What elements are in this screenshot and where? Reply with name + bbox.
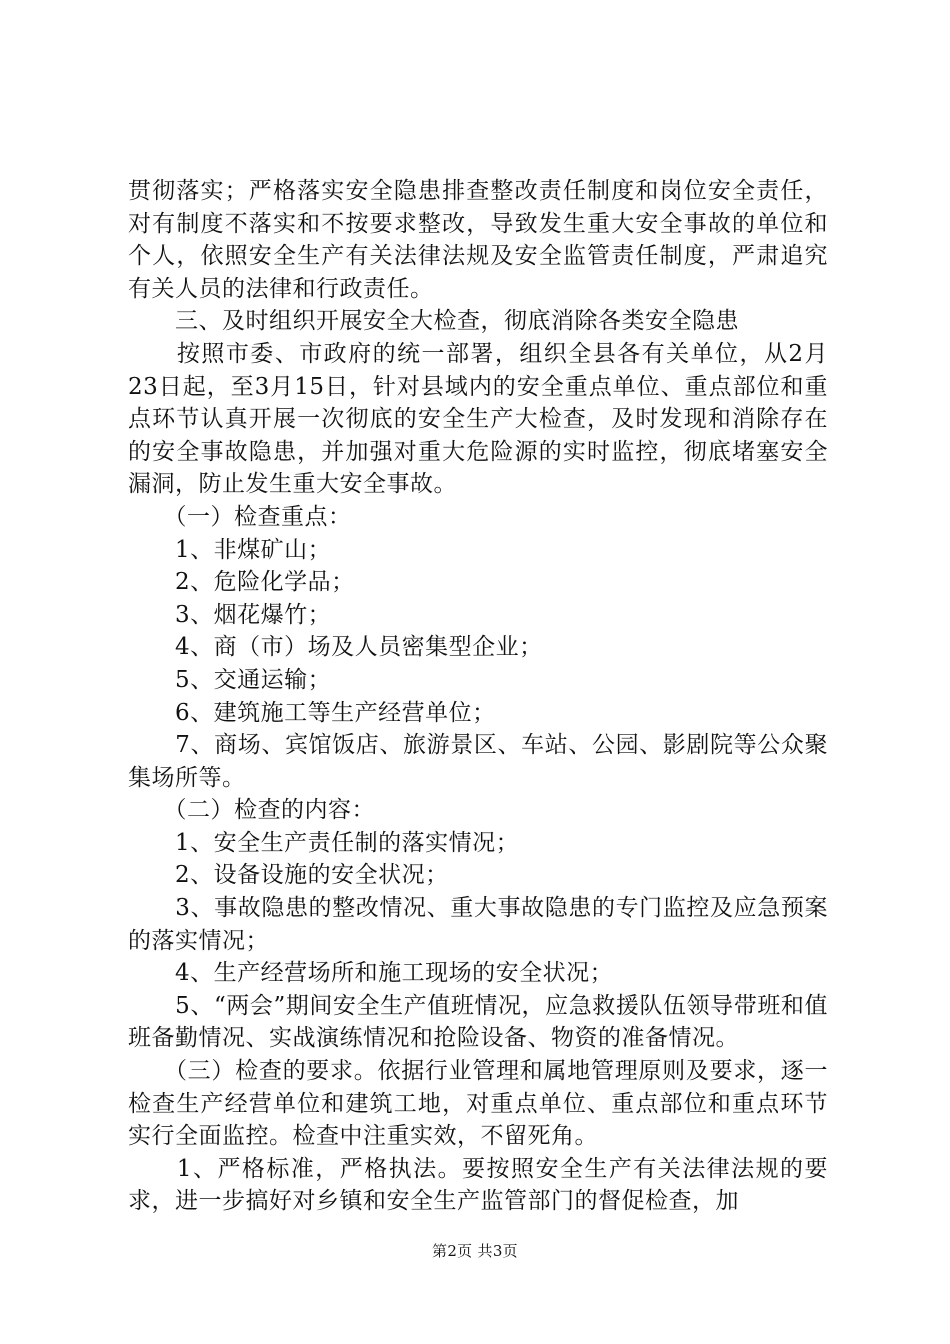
paragraph: （三）检查的要求。依据行业管理和属地管理原则及要求，逐一检查生产经营单位和建筑工地，对重点单位、重点部位和重点环节实行全面监控。检查中注重实效，不留死角。 — [128, 1058, 828, 1150]
subsection-heading: （二）检查的内容： — [128, 797, 375, 824]
subsection-heading: （一）检查重点： — [128, 503, 352, 530]
list-item: 2、设备设施的安全状况； — [128, 862, 449, 889]
list-item: 3、烟花爆竹； — [128, 601, 332, 628]
list-item: 4、商（市）场及人员密集型企业； — [128, 634, 543, 661]
list-item: 1、非煤矿山； — [128, 536, 332, 563]
list-item: 7、商场、宾馆饭店、旅游景区、车站、公园、影剧院等公众聚集场所等。 — [128, 732, 828, 791]
paragraph: 按照市委、市政府的统一部署，组织全县各有关单位，从2月23日起，至3月15日，针对县域内的安全重点单位、重点部位和重点环节认真开展一次彻底的安全生产大检查，及时发现和消除存在的安全事故隐患，并加强对重大危险源的实时监控，彻底堵塞安全漏洞，防止发生重大安全事故。 — [128, 340, 828, 498]
list-item: 5、交通运输； — [128, 666, 332, 693]
page-footer: 第2页 共3页 — [432, 1242, 518, 1260]
list-item: 1、严格标准，严格执法。要按照安全生产有关法律法规的要求，进一步搞好对乡镇和安全生产监管部门的督促检查，加 — [128, 1155, 828, 1215]
list-item: 2、危险化学品； — [128, 569, 355, 596]
document-body — [128, 175, 828, 1218]
list-item: 3、事故隐患的整改情况、重大事故隐患的专门监控及应急预案的落实情况； — [128, 895, 828, 954]
list-item: 1、安全生产责任制的落实情况； — [128, 829, 520, 856]
paragraph: 贯彻落实；严格落实安全隐患排查整改责任制度和岗位安全责任，对有制度不落实和不按要求整改，导致发生重大安全事故的单位和个人，依照安全生产有关法律法规及安全监管责任制度，严肃追究有关人员的法律和行政责任。 — [128, 178, 828, 302]
list-item: 6、建筑施工等生产经营单位； — [128, 699, 496, 726]
section-heading: 三、及时组织开展安全大检查，彻底消除各类安全隐患 — [128, 308, 739, 335]
list-item: 4、生产经营场所和施工现场的安全状况； — [128, 960, 614, 987]
list-item: 5、“两会”期间安全生产值班情况，应急救援队伍领导带班和值班备勤情况、实战演练情况和抢险设备、物资的准备情况。 — [128, 992, 828, 1052]
